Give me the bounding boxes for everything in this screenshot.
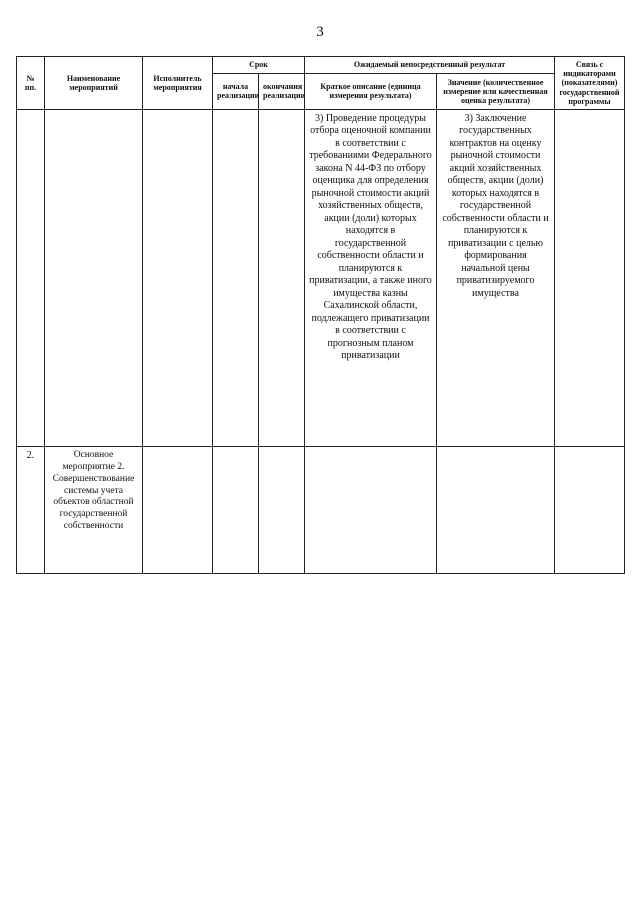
cell-activity-name (45, 109, 143, 446)
cell-indicator-link (555, 109, 625, 446)
header-indicator-link: Связь с индикаторами (показателями) государственной программы (555, 57, 625, 110)
header-term-start: начала реализации (213, 73, 259, 109)
cell-term-end (259, 109, 305, 446)
header-term: Срок (213, 57, 305, 74)
cell-executor (143, 109, 213, 446)
header-row-1 (17, 57, 625, 74)
table-row (17, 109, 625, 446)
cell-term-end (259, 446, 305, 573)
header-activity-name: Наименование мероприятий (45, 57, 143, 110)
cell-short-description (305, 446, 437, 573)
cell-num (17, 109, 45, 446)
cell-short-description: 3) Проведение процедуры отбора оценочной компании в соответствии с требованиями Федерального закона N 44-ФЗ по отбору оценщика для определения рыночной стоимости акций хозяйственных обществ, акции (доли) которых находятся в государственной собственности области и планируются к приватизации, а также иного имущества казны Сахалинской области, подлежащего приватизации в соответствии с прогнозным планом приватизации (305, 109, 437, 446)
cell-result-value: 3) Заключение государственных контрактов на оценку рыночной стоимости акций хозяйственных обществ, акции (доли) которых находятся в государственной собственности области и планируются к приватизации с целью формирования начальной цены приватизируемого имущества (437, 109, 555, 446)
cell-indicator-link (555, 446, 625, 573)
header-executor: Исполнитель мероприятия (143, 57, 213, 110)
program-activities-table (16, 56, 624, 574)
table-row (17, 446, 625, 573)
cell-result-value (437, 446, 555, 573)
header-term-end: окончания реализации (259, 73, 305, 109)
header-result-value: Значение (количественное измерение или качественная оценка результата) (437, 73, 555, 109)
cell-executor (143, 446, 213, 573)
cell-activity-name: Основное мероприятие 2. Совершенствование системы учета объектов областной государственной собственности (45, 446, 143, 573)
cell-term-start (213, 446, 259, 573)
header-short-description: Краткое описание (единица измерения результата) (305, 73, 437, 109)
cell-term-start (213, 109, 259, 446)
header-num: № пп. (17, 57, 45, 110)
header-expected-result: Ожидаемый непосредственный результат (305, 57, 555, 74)
page-number: 3 (316, 24, 324, 40)
cell-num: 2. (17, 446, 45, 573)
